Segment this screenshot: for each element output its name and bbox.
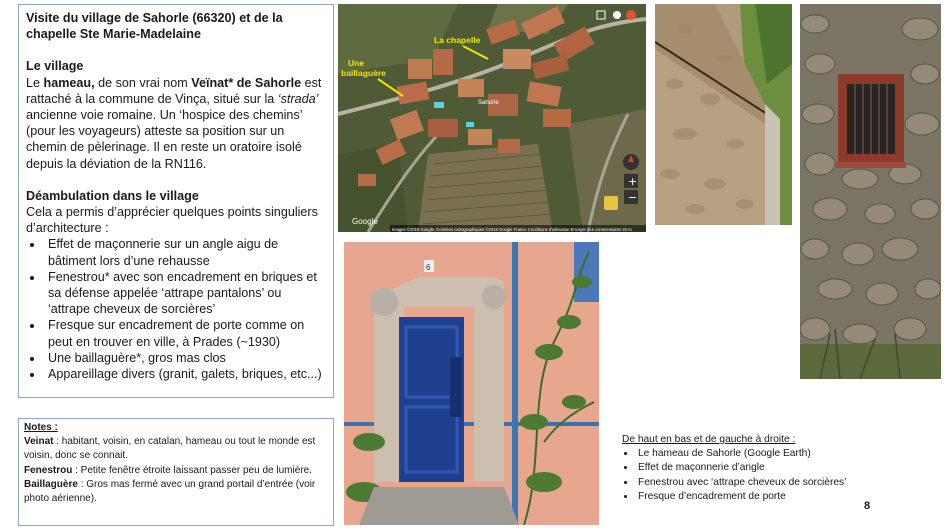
fenestrou-photo xyxy=(800,4,941,379)
pegman-icon[interactable] xyxy=(604,196,618,210)
list-item: • Effet de maçonnerie sur un angle aigu de bâtiment lors d’une rehausse xyxy=(44,236,326,268)
list-item: • Effet de maçonnerie d’angle xyxy=(636,461,922,475)
note-definition: : Gros mas fermé avec un grand portail d’entrée (voir photo aérienne). xyxy=(24,478,316,505)
note-veinat xyxy=(24,435,328,463)
note-term: Veinat xyxy=(24,436,54,448)
fenestrou-illustration xyxy=(800,4,941,379)
list-item: • Appareillage divers (granit, galets, briques, etc...) xyxy=(44,366,326,382)
aerial-label-sahorle: Sahorle xyxy=(478,100,499,106)
village-text-2: de son vrai nom xyxy=(94,75,192,90)
village-hameau: hameau, xyxy=(43,75,95,90)
house-number: 6 xyxy=(426,263,431,272)
photo-caption xyxy=(622,433,922,504)
list-item: • Le hameau de Sahorle (Google Earth) xyxy=(636,447,922,461)
village-paragraph xyxy=(26,75,326,172)
notes-box xyxy=(18,418,334,526)
notes-title: Notes : xyxy=(24,422,58,433)
note-definition: : Petite fenêtre étroite laissant passer peu de lumière. xyxy=(72,464,312,476)
aerial-photo xyxy=(338,4,646,232)
village-strada: ‘strada’ xyxy=(277,91,319,106)
village-heading: Le village xyxy=(26,59,84,74)
page-title: Visite du village de Sahorle (66320) et de la chapelle Ste Marie-Madelaine xyxy=(26,11,283,42)
wall-corner-illustration xyxy=(655,4,792,225)
door-illustration xyxy=(344,242,599,525)
avatar[interactable] xyxy=(626,10,636,20)
walk-list xyxy=(26,236,326,382)
village-veinat: Veïnat* de Sahorle xyxy=(191,75,302,90)
village-text-1: Le xyxy=(26,75,44,90)
aerial-illustration xyxy=(338,4,646,232)
wall-corner-photo xyxy=(655,4,792,225)
list-item: • Une baillaguère*, gros mas clos xyxy=(44,350,326,366)
caption-title: De haut en bas et de gauche à droite : xyxy=(622,434,796,445)
list-item: • Fresque d’encadrement de porte xyxy=(636,490,922,504)
note-fenestrou xyxy=(24,464,328,478)
list-item: • Fenestrou* avec son encadrement en briques et sa défense appelée ‘attrape pantalons’ ou ‘attrape cheveux de sorcières’ xyxy=(44,269,326,318)
note-term: Baillaguère xyxy=(24,478,78,490)
village-text-3: est rattaché à la commune de Vinça, situé sur la xyxy=(26,75,322,106)
walk-intro: Cela a permis d’apprécier quelques points singuliers d’architecture : xyxy=(26,205,318,236)
caption-list xyxy=(622,447,922,504)
note-definition: : habitant, voisin, en catalan, hameau ou tout le monde est voisin, donc se connait. xyxy=(24,436,316,462)
door-fresco-photo xyxy=(344,242,599,525)
aerial-label-baillaguere-1: Une xyxy=(348,58,365,68)
main-text-box xyxy=(18,4,334,398)
svg-text:−: − xyxy=(628,191,638,204)
page-number: 8 xyxy=(864,500,871,512)
svg-text:+: + xyxy=(628,175,638,188)
aerial-label-baillaguere-2: baillaguère xyxy=(341,68,386,78)
list-item: • Fenestrou avec ‘attrape cheveux de sorcières’ xyxy=(636,476,922,490)
aerial-label-chapelle: La chapelle xyxy=(434,35,481,45)
walk-heading: Déambulation dans le village xyxy=(26,188,199,203)
note-baillaguere xyxy=(24,478,328,506)
google-logo: Google xyxy=(352,217,378,226)
list-item: • Fresque sur encadrement de porte comme on peut en trouver en ville, à Prades (~1930) xyxy=(44,317,326,349)
notifications-icon[interactable] xyxy=(613,11,621,19)
village-text-4: ancienne voie romaine. Un ‘hospice des chemins’ (pour les voyageurs) atteste sa position sur un chemin de pèlerinage. Il en reste un oratoire isolé depuis la déviation de la RN116. xyxy=(26,108,303,171)
note-term: Fenestrou xyxy=(24,464,73,476)
map-attribution: Images ©2018 Google, Données cartographiques ©2018 Google France Conditions d'utilisation Envoyer des commentaires 20 m xyxy=(392,227,632,232)
